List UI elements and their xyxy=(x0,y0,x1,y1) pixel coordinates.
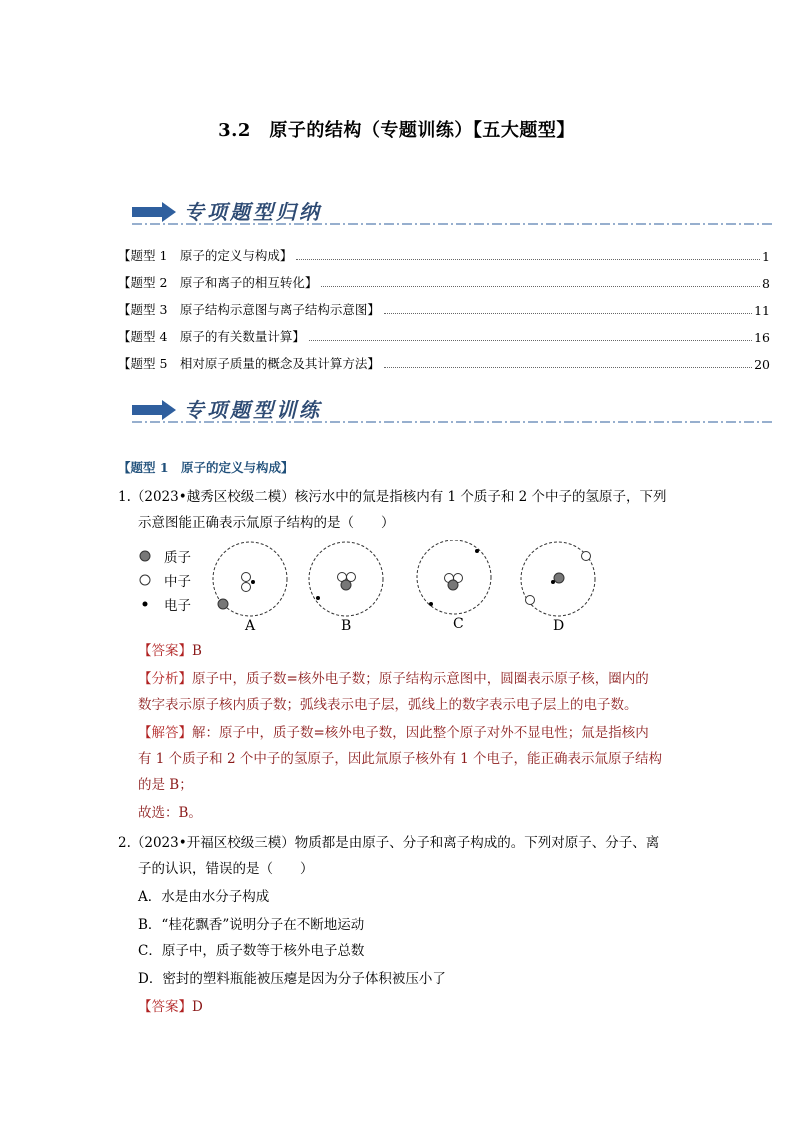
divider-line xyxy=(132,420,772,424)
neutron-icon xyxy=(138,573,152,587)
toc-leader-dots xyxy=(384,367,752,368)
toc-item[interactable] xyxy=(118,298,770,318)
toc-item-page: 11 xyxy=(754,303,770,318)
toc-item-label: 【题型 4 原子的有关数量计算】 xyxy=(118,329,305,344)
q2-option-c: C．原子中，质子数等于核外电子总数 xyxy=(138,943,365,959)
toc-leader-dots xyxy=(384,313,752,314)
toc-item-page: 1 xyxy=(762,249,770,264)
q1-choice: 故选：B。 xyxy=(138,805,202,821)
q2-option-d: D．密封的塑料瓶能被压瘪是因为分子体积被压小了 xyxy=(138,971,446,987)
legend-label-electron: 电子 xyxy=(164,598,191,614)
option-label-c: C xyxy=(453,616,464,632)
question-2-line-1: 2.（2023•开福区校级三模）物质都是由原子、分子和离子构成的。下列对原子、分子、离 xyxy=(118,835,660,851)
toc-item[interactable] xyxy=(118,352,770,372)
q2-option-b: B．“桂花飘香”说明分子在不断地运动 xyxy=(138,917,365,933)
toc-item-label: 【题型 1 原子的定义与构成】 xyxy=(118,248,293,263)
section-banner-summary: 专项题型归纳 xyxy=(132,196,772,226)
q1-solution-line-3: 的是 B； xyxy=(138,777,193,793)
proton-icon xyxy=(138,549,152,563)
divider-line xyxy=(132,222,772,226)
atom-diagram-d xyxy=(521,542,595,616)
page-title: 3.2 原子的结构（专题训练）【五大题型】 xyxy=(218,120,575,141)
arrow-icon xyxy=(132,400,178,420)
toc-item-page: 20 xyxy=(754,357,770,372)
legend-label-proton: 质子 xyxy=(164,550,191,566)
section-heading: 【题型 1 原子的定义与构成】 xyxy=(118,460,294,475)
toc-leader-dots xyxy=(321,286,760,287)
option-label-d: D xyxy=(553,618,565,634)
arrow-icon xyxy=(132,202,178,222)
option-label-b: B xyxy=(341,618,352,634)
toc-item[interactable] xyxy=(118,325,770,345)
q1-analysis-line-2: 数字表示原子核内质子数；弧线表示电子层，弧线上的数字表示电子层上的电子数。 xyxy=(138,697,638,713)
diagram-legend xyxy=(138,544,208,616)
q2-option-a: A．水是由水分子构成 xyxy=(138,889,270,905)
toc-item[interactable] xyxy=(118,244,770,264)
toc-item-page: 16 xyxy=(754,330,770,345)
question-2-line-2: 子的认识，错误的是（ ） xyxy=(138,861,314,877)
toc-item-label: 【题型 2 原子和离子的相互转化】 xyxy=(118,275,318,290)
option-label-a: A xyxy=(245,618,256,634)
section-banner-training: 专项题型训练 xyxy=(132,394,772,424)
toc-item-label: 【题型 3 原子结构示意图与离子结构示意图】 xyxy=(118,302,380,317)
atom-diagram-c xyxy=(417,540,491,614)
toc-item-page: 8 xyxy=(762,276,770,291)
q1-analysis-line-1: 【分析】原子中，质子数=核外电子数；原子结构示意图中，圆圈表示原子核，圈内的 xyxy=(138,671,649,687)
atom-diagram-b xyxy=(309,542,383,616)
q1-solution-line-2: 有 1 个质子和 2 个中子的氢原子，因此氚原子核外有 1 个电子，能正确表示氚原子结构 xyxy=(138,751,663,767)
electron-icon xyxy=(138,597,152,611)
atom-diagram-a xyxy=(213,542,287,616)
question-1-line-2: 示意图能正确表示氚原子结构的是（ ） xyxy=(138,515,395,531)
question-1-line-1: 1.（2023•越秀区校级二模）核污水中的氚是指核内有 1 个质子和 2 个中子的氢原子，下列 xyxy=(118,489,667,505)
q1-answer: 【答案】B xyxy=(138,643,202,659)
legend-label-neutron: 中子 xyxy=(164,574,191,590)
q1-solution-line-1: 【解答】解：原子中，质子数=核外电子数，因此整个原子对外不显电性；氚是指核内 xyxy=(138,725,649,741)
toc-leader-dots xyxy=(296,259,760,260)
q2-answer: 【答案】D xyxy=(138,999,203,1015)
toc-leader-dots xyxy=(309,340,752,341)
toc-item-label: 【题型 5 相对原子质量的概念及其计算方法】 xyxy=(118,356,380,371)
toc-item[interactable] xyxy=(118,271,770,291)
